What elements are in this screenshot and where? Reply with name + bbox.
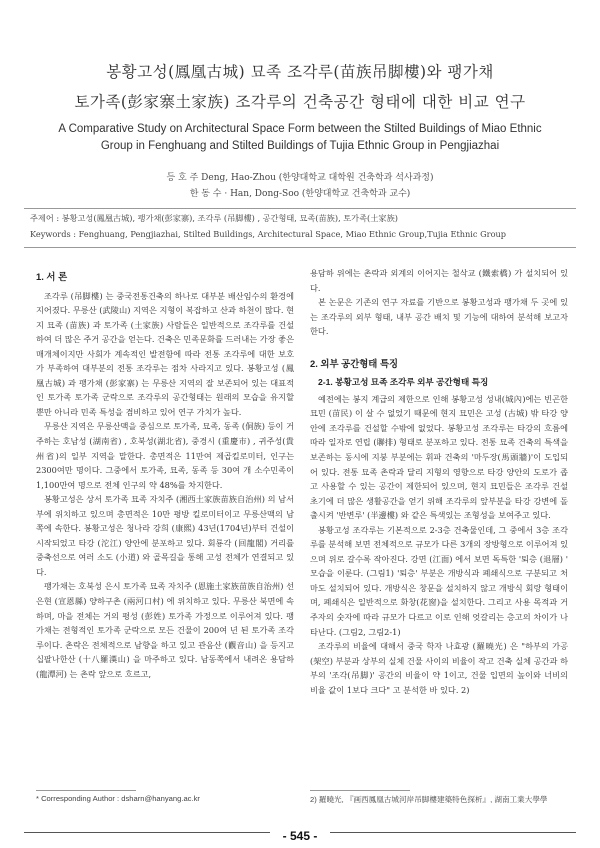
subsection-heading: 2-1. 봉황고성 묘족 조각루 외부 공간형태 특징: [318, 377, 489, 388]
right-column: [310, 266, 568, 697]
paragraph: 무릉산 지역은 무릉산맥을 중심으로 토가족, 묘족, 동족 (侗族) 등이 거주하는 호남성 (湖南省) , 호북성(湖北省), 중경시 (重慶市) , 귀주성(貴州省)의 일부 지역을 말한다. 총면적은 11만여 제곱킬로미터, 인구는 2300여만 명이다. 그중에서 토가족, 묘족, 동족 등 30여 개 소수민족이 1,100만여 명으로 전체 인구의 약 48%를 차지한다.: [36, 421, 294, 490]
title-english-line-1: A Comparative Study on Architectural Space Form between the Stilted Buildings of Miao Ethnic: [58, 123, 542, 135]
paragraph: 팽가채는 호북성 은시 토가족 묘족 자치주 (恩施土家族苗族自治州) 선은현 (宣恩縣) 양하구촌 (兩河口村) 에 위치하고 있다. 무릉산 북면에 속하며, 마을 전체는 거의 평성 (彭姓) 토가족 가정으로 이루어져 있다. 팽가채는 전형적인 토가족 군락으로 모든 건물이 200여 년 된 토가족 조각루이다. 촌락은 전체적으로 남향을 하고 있고 관음산 (觀音山) 을 등지고 십팔나한산 (十八羅漢山) 을 마주하고 있다. 남동쪽에서 내려온 용담하 (龍潭河) 는 촌락 앞으로 흐르고,: [36, 581, 294, 679]
paragraph: 예전에는 봉지 계급의 제한으로 인해 봉황고성 성내(城內)에는 빈곤한 묘민 (苗民) 이 살 수 없었기 때문에 현지 묘민은 고성 (古城) 밖 타강 양안에 조각루를 건설할 수밖에 없었다. 봉황고성 조각루는 타강의 흐름에 따라 일자로 연립 (聯排) 형태로 분포하고 있다. 전통 묘족 건축의 특색을 보존하는 동시에 지붕 부분에는 휘파 건축의 '마두장(馬頭牆)'이 도입되어 있다. 전통 묘족 촌락과 달리 지형의 영향으로 타강 양안의 도로가 좁고 사용할 수 있는 공간이 제한되어 있으며, 현지 묘민들은 조각루 건설 초기에 더 많은 생활공간을 얻기 위해 조각루의 앞부분을 타강 강변에 돌출시켜 '반변루' (半邊樓) 와 같은 특색있는 조형성을 보여주고 있다.: [310, 393, 568, 521]
paragraph: 봉황고성은 상서 토가족 묘족 자치주 (湘西土家族苗族自治州) 의 남서부에 위치하고 있으며 총면적은 10만 평방 킬로미터이고 무릉산맥의 남쪽에 속한다. 봉황고성은 청나라 강희 (康熙) 43년(1704년)부터 건설이 시작되었고 타강 (沱江) 양안에 분포하고 있다. 회룡각 (回龍閣) 거리를 중축선으로 여러 소도 (小道) 와 골목길을 통해 고성 전체가 연결되고 있다.: [36, 494, 294, 577]
author-2: 한 동 수 · Han, Dong-Soo (한양대학교 건축학과 교수): [189, 189, 411, 199]
title-korean-line-2: 토가족(彭家寨土家族) 조각루의 건축공간 형태에 대한 비교 연구: [74, 93, 526, 111]
left-column: [36, 266, 294, 681]
page-number: - 545 -: [282, 829, 318, 843]
paragraph: 본 논문은 기존의 연구 자료를 기반으로 봉황고성과 팽가채 두 곳에 있는 조각루의 외부 형태, 내부 공간 배치 및 기능에 대하여 분석해 보고자 한다.: [310, 297, 568, 337]
keywords-korean: 주제어 : 봉황고성(鳳凰古城), 팽가채(彭家寨), 조각루 (吊脚樓) , 공간형태, 묘족(苗族), 토가족(土家族): [30, 213, 398, 223]
paragraph: 조각루 (吊脚樓) 는 중국전통건축의 하나로 대부분 배산임수의 환경에 지어졌다. 무릉산 (武陵山) 지역은 지형이 복잡하고 산과 하천이 많다. 현지 묘족 (苗族) 과 토가족 (土家族) 사람들은 일반적으로 조각루를 건설하여 더 많은 주거 공간을 얻는다. 건축은 민족문화를 드러내는 가장 좋은 매개체이지만 사회가 계속적인 발전함에 따라 전통 조각루에 대한 보호가 부족하여 대부분의 전통 조각루는 점차 사라지고 있다. 봉황고성 (鳳凰古城) 과 팽가채 (彭家寨) 는 무릉산 지역의 잘 보존되어 있는 대표적인 토가족 토가족 군락으로 조각루의 공간형태는 원래의 모습을 유지할 뿐만 아니라 민족 특성을 겸비하고 있어 연구 가치가 높다.: [36, 290, 294, 417]
paragraph: 봉황고성 조각루는 기본적으로 2-3층 건축물인데, 그 중에서 3층 조각루를 분석해 보면 전체적으로 규모가 다른 3개의 장방형으로 이루어져 있으며 위로 갈수록 작아진다. 강면 (江面) 에서 보면 독특한 '퇴층 (退層) ' 모습을 이룬다. (그림1) '퇴층' 부분은 개방식과 폐쇄식으로 구분되고 처마도 설치되어 있다. 개방식은 창문을 설치하지 않고 개방식 회랑 형태이며, 폐쇄식은 일반적으로 화창(花窗)을 설치한다. 그리고 사용 목적과 거주자의 숫자에 따라 규모가 다르고 이로 인해 엇갈리는 층고의 차이가 나타난다. (그림2, 그림2-1): [310, 524, 568, 637]
keywords-english: Keywords : Fenghuang, Pengjiazhai, Stilted Buildings, Architectural Space, Miao Ethnic Group,Tujia Ethnic Group: [30, 229, 507, 239]
footnote-rule-right: [310, 790, 410, 791]
title-korean-line-1: 봉황고성(鳳凰古城) 묘족 조각루(苗族吊脚樓)와 팽가채: [106, 63, 494, 81]
paragraph: 용담하 위에는 촌락과 외계의 이어지는 철삭교 (鐵索橋) 가 설치되어 있다.: [310, 268, 568, 293]
author-1: 등 호 주 Deng, Hao-Zhou (한양대학교 대학원 건축학과 석사과정): [166, 173, 434, 183]
footnote-corresponding-author: * Corresponding Author : dsharn@hanyang.ac.kr: [36, 794, 200, 803]
section-heading-external-form: 2. 외부 공간형태 특징: [310, 357, 399, 369]
section-heading-introduction: 1. 서 론: [36, 271, 68, 282]
paragraph: 조각루의 비율에 대해서 중국 학자 나효광 (羅曉光) 은 "하부의 가공 (架空) 부분과 상부의 실체 건물 사이의 비율이 작고 건축 실체 공간과 하부의 '조각(吊脚)' 공간의 비율이 약 1이고, 건물 입면의 높이와 너비의 비율 값이 1보다 크다" 고 분석한 바 있다. 2): [310, 641, 568, 695]
footnote-reference: 2) 羅曉光, 『画西鳳凰古城河岸吊脚樓建築特色探析』, 湖南工業大學學: [310, 795, 548, 804]
title-english-line-2: Group in Fenghuang and Stilted Buildings of Tujia Ethnic Group in Pengjiazhai: [100, 140, 500, 152]
footnote-rule-left: [36, 790, 136, 791]
